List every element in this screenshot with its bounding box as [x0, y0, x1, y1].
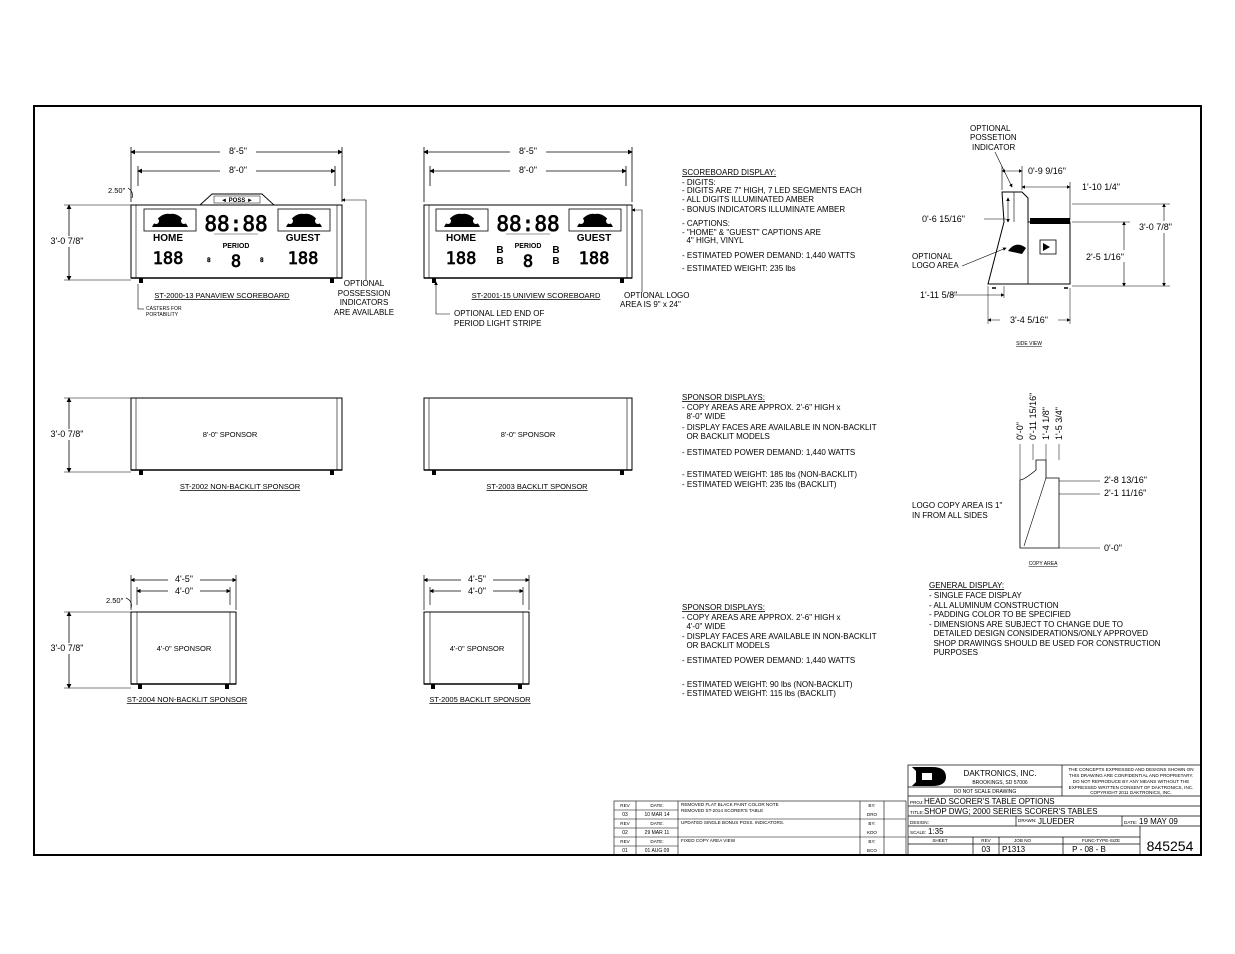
- drawn-by: JLUEDER: [1038, 817, 1075, 826]
- uniview-home-caption: HOME: [446, 233, 476, 244]
- side-dim-5: 2'-5 1/16": [1086, 252, 1124, 262]
- rev-desc: UPDATED SINGLE BONUS POSS. INDICATORS.: [681, 820, 785, 825]
- uniview-guest-caption: GUEST: [576, 233, 612, 244]
- casters-note-1: CASTERS FOR: [146, 306, 182, 312]
- func-label: FUNC-TYPE-SIZE: [1081, 838, 1121, 843]
- sponsor4-note-line: - ESTIMATED WEIGHT: 90 lbs (NON-BACKLIT): [682, 680, 853, 689]
- side-dim-7: 3'-4 5/16": [1010, 315, 1048, 325]
- st2002-label: 8'-0" SPONSOR: [202, 430, 258, 439]
- scoreboard-note-line: - ALL DIGITS ILLUMINATED AMBER: [682, 195, 815, 204]
- copy-area-caption: COPY AREA: [1028, 561, 1058, 567]
- rev-date-label: DATE:: [650, 821, 664, 826]
- sponsor8-note-line: - ESTIMATED POWER DEMAND: 1,440 WATTS: [682, 448, 856, 457]
- scoreboard-note-line: - CAPTIONS:: [682, 219, 731, 228]
- sponsor8-note-line: - COPY AREAS ARE APPROX. 2'-6" HIGH x: [682, 403, 841, 412]
- uniview-dim-overall: 8'-5": [519, 146, 537, 156]
- side-dim-3: 0'-6 15/16": [922, 214, 965, 224]
- rev-label: REV: [620, 803, 630, 808]
- legal-line: DO NOT REPRODUCE BY ANY MEANS WITHOUT THE: [1072, 779, 1190, 784]
- uniview-bonus-home-1: B: [496, 245, 504, 256]
- rev-by-label: BY:: [868, 839, 876, 844]
- uniview-home-score: 188: [445, 249, 477, 269]
- sponsor4-backlit-dim-overall: 4'-5": [468, 574, 486, 584]
- copy-area-profile: [1020, 460, 1059, 548]
- rev-by: BCO: [867, 848, 877, 853]
- job-label: JOB NO: [1014, 838, 1032, 843]
- copy-area-note-1: LOGO COPY AREA IS 1": [912, 501, 1003, 510]
- sponsor4-note-line: - ESTIMATED WEIGHT: 115 lbs (BACKLIT): [682, 689, 836, 698]
- scoreboard-note-line: - BONUS INDICATORS ILLUMINATE AMBER: [682, 205, 846, 214]
- sheet-label: SHEET: [932, 838, 948, 843]
- panaview-home-caption: HOME: [153, 233, 183, 244]
- general-note-line: PURPOSES: [929, 648, 978, 657]
- sponsor-8-views: [40, 398, 632, 491]
- panaview-home-score: 188: [152, 249, 184, 269]
- poss-note-4: ARE AVAILABLE: [333, 308, 395, 317]
- rev-by: DRO: [866, 812, 878, 817]
- design-label: DESIGN:: [910, 820, 929, 825]
- rev-desc: REMOVED ST-2014 SCORER'S TABLE: [681, 808, 764, 813]
- general-notes: [929, 581, 1161, 657]
- side-poss-note-3: INDICATOR: [972, 143, 1016, 152]
- copy-dim-h2: 2'-1 11/16": [1104, 488, 1147, 498]
- scale-label: SCALE:: [910, 830, 927, 835]
- drawing-number: 845254: [1146, 838, 1194, 854]
- scoreboard-note-line: - DIGITS ARE 7" HIGH, 7 LED SEGMENTS EACH: [682, 186, 862, 195]
- job-number: P1313: [1002, 845, 1026, 854]
- led-stripe-note-1: OPTIONAL LED END OF: [454, 309, 545, 318]
- sponsor4-dim-top: 2.50": [106, 596, 124, 605]
- led-stripe-note-2: PERIOD LIGHT STRIPE: [454, 319, 542, 328]
- sponsor4-note-line: - ESTIMATED POWER DEMAND: 1,440 WATTS: [682, 656, 856, 665]
- drawing-title: SHOP DWG; 2000 SERIES SCORER'S TABLES: [924, 807, 1098, 816]
- panaview-period-caption: PERIOD: [222, 243, 250, 250]
- sponsor-8-notes: [682, 393, 877, 489]
- scoreboard-note-line: - ESTIMATED WEIGHT: 235 lbs: [682, 264, 796, 273]
- rev-label: REV: [620, 839, 630, 844]
- general-note-line: - SINGLE FACE DISPLAY: [929, 591, 1022, 600]
- title-label: TITLE:: [910, 810, 924, 815]
- general-note-line: - PADDING COLOR TO BE SPECIFIED: [929, 610, 1071, 619]
- general-note-line: DETAILED DESIGN CONSIDERATIONS/ONLY APPROVED: [929, 629, 1149, 638]
- drawing-scale: 1:35: [928, 827, 944, 836]
- panaview-dim-overall: 8'-5": [229, 146, 247, 156]
- panaview-period-digit: 8: [230, 252, 242, 272]
- rev-col-label: REV: [981, 838, 991, 843]
- side-dim-6: 1'-11 5/8": [920, 290, 958, 300]
- rev-date-label: DATE:: [650, 839, 664, 844]
- sponsor-4-notes: [682, 603, 877, 698]
- casters-note-2: PORTABILITY: [146, 312, 179, 318]
- side-dim-1: 0'-9 9/16": [1028, 166, 1066, 176]
- sponsor8-note-line: OR BACKLIT MODELS: [682, 432, 770, 441]
- uniview-bonus-guest-2: B: [552, 256, 560, 267]
- sponsor4-dim-overall: 4'-5": [175, 574, 193, 584]
- side-view: [912, 124, 1190, 347]
- scoreboard-note-line: - "HOME" & "GUEST" CAPTIONS ARE: [682, 228, 821, 237]
- copy-area-note-2: IN FROM ALL SIDES: [912, 511, 988, 520]
- st2004-label: 4'-0" SPONSOR: [156, 644, 212, 653]
- general-note-line: - ALL ALUMINUM CONSTRUCTION: [929, 601, 1059, 610]
- copy-dim-v1: 0'-0": [1015, 422, 1025, 440]
- uniview-bonus-home-2: B: [496, 256, 504, 267]
- proj-label: PROJ:: [910, 800, 924, 805]
- panaview-dim-top: 2.50": [108, 186, 126, 195]
- st2004-caption: ST-2004 NON-BACKLIT SPONSOR: [126, 695, 248, 704]
- st2003-caption: ST-2003 BACKLIT SPONSOR: [486, 482, 588, 491]
- sponsor4-backlit-dim-face: 4'-0": [468, 586, 486, 596]
- side-poss-note-1: OPTIONAL: [970, 124, 1011, 133]
- sponsor4-dim-face: 4'-0": [175, 586, 193, 596]
- uniview-guest-score: 188: [578, 249, 610, 269]
- general-note-line: - DIMENSIONS ARE SUBJECT TO CHANGE DUE TO: [929, 620, 1123, 629]
- side-logo-note-1: OPTIONAL: [912, 252, 953, 261]
- svg-text:8: 8: [207, 257, 211, 264]
- drawing-date: 19 MAY 09: [1139, 817, 1178, 826]
- daktronics-logo: [912, 767, 946, 786]
- legal-line: EXPRESSED WRITTEN CONSENT OF DAKTRONICS, INC.: [1068, 785, 1194, 790]
- poss-note-2: POSSESSION: [337, 289, 391, 298]
- side-dim-2: 1'-10 1/4": [1082, 182, 1120, 192]
- sponsor4-note-line: - DISPLAY FACES ARE AVAILABLE IN NON-BACKLIT: [682, 632, 877, 641]
- sponsor8-note-line: - ESTIMATED WEIGHT: 185 lbs (NON-BACKLIT): [682, 470, 857, 479]
- general-notes-title: GENERAL DISPLAY:: [929, 581, 1005, 590]
- company-city: BROOKINGS, SD 57006: [972, 780, 1028, 786]
- panaview-dim-height: 3'-0 7/8": [50, 236, 84, 246]
- side-logo-note-2: LOGO AREA: [912, 261, 959, 270]
- copy-dim-h1: 2'-8 13/16": [1104, 475, 1147, 485]
- rev-date: 10 MAR 14: [644, 812, 670, 818]
- uniview-dim-face: 8'-0": [519, 165, 537, 175]
- scoreboard-notes-title: SCOREBOARD DISPLAY:: [682, 168, 777, 177]
- scoreboard-note-line: - ESTIMATED POWER DEMAND: 1,440 WATTS: [682, 251, 856, 260]
- logo-area-note-1: OPTIONAL LOGO: [624, 291, 690, 300]
- panaview-caption: ST-2000-13 PANAVIEW SCOREBOARD: [154, 291, 290, 300]
- poss-indicator-label: ◄ POSS ►: [221, 198, 253, 204]
- sponsor8-notes-title: SPONSOR DISPLAYS:: [682, 393, 765, 402]
- company-name: DAKTRONICS, INC.: [963, 769, 1037, 778]
- copy-dim-v2: 0'-11 15/16": [1028, 392, 1038, 440]
- st2002-caption: ST-2002 NON-BACKLIT SPONSOR: [179, 482, 301, 491]
- sponsor8-dim-height: 3'-0 7/8": [50, 429, 84, 439]
- uniview-clock: 88:88: [496, 212, 560, 236]
- panaview-guest-caption: GUEST: [285, 233, 321, 244]
- sponsor-4-views: [40, 574, 531, 704]
- uniview-caption: ST-2001-15 UNIVIEW SCOREBOARD: [471, 291, 601, 300]
- svg-text:8: 8: [260, 257, 264, 264]
- side-view-caption: SIDE VIEW: [1016, 341, 1042, 347]
- st2005-caption: ST-2005 BACKLIT SPONSOR: [429, 695, 531, 704]
- rev-number: 03: [622, 812, 628, 818]
- panaview-guest-score: 188: [287, 249, 319, 269]
- copy-dim-v3: 1'-4 1/8": [1041, 407, 1051, 440]
- rev-desc: REMOVED FLAT BLACK PAINT COLOR NOTE: [681, 802, 779, 807]
- poss-note-1: OPTIONAL: [343, 279, 385, 288]
- copy-area-view: [912, 393, 1147, 567]
- st2005-label: 4'-0" SPONSOR: [449, 644, 505, 653]
- sponsor4-notes-title: SPONSOR DISPLAYS:: [682, 603, 765, 612]
- sheet-rev: 03: [981, 845, 991, 854]
- general-note-line: SHOP DRAWINGS SHOULD BE USED FOR CONSTRUCTION: [929, 639, 1161, 648]
- panaview-clock: 88:88: [204, 212, 268, 236]
- side-poss-note-2: POSSETION: [970, 133, 1017, 142]
- sponsor4-note-line: - COPY AREAS ARE APPROX. 2'-6" HIGH x: [682, 613, 841, 622]
- scoreboard-notes: [682, 168, 862, 273]
- rev-date-label: DATE:: [650, 803, 664, 808]
- sponsor8-note-line: - ESTIMATED WEIGHT: 235 lbs (BACKLIT): [682, 480, 837, 489]
- rev-date: 29 MAR 11: [644, 830, 670, 836]
- uniview-scoreboard-view: [424, 146, 690, 328]
- sponsor4-dim-height: 3'-0 7/8": [50, 643, 84, 653]
- rev-by: KDO: [867, 830, 877, 835]
- legal-line: COPYRIGHT 2011 DAKTRONICS, INC.: [1090, 790, 1172, 795]
- logo-area-note-2: AREA IS 9" x 24": [620, 300, 681, 309]
- copy-dim-v4: 1'-5 3/4": [1054, 407, 1064, 440]
- do-not-scale: DO NOT SCALE DRAWING: [953, 789, 1017, 795]
- uniview-bonus-guest-1: B: [552, 245, 560, 256]
- scoreboard-note-line: 4" HIGH, VINYL: [682, 236, 744, 245]
- st2003-label: 8'-0" SPONSOR: [500, 430, 556, 439]
- uniview-period-caption: PERIOD: [514, 243, 542, 250]
- panaview-dim-face: 8'-0": [229, 165, 247, 175]
- sponsor4-note-line: 4'-0" WIDE: [682, 622, 726, 631]
- rev-number: 02: [622, 830, 628, 836]
- poss-note-3: INDICATORS: [339, 298, 389, 307]
- sponsor8-note-line: 8'-0" WIDE: [682, 412, 726, 421]
- rev-number: 01: [622, 848, 628, 854]
- legal-line: THE CONCEPTS EXPRESSED AND DESIGNS SHOWN ON: [1068, 767, 1194, 772]
- drawn-label: DRAWN:: [1018, 818, 1037, 823]
- side-profile: [988, 192, 1070, 284]
- legal-line: THIS DRAWING ARE CONFIDENTIAL AND PROPRIETARY.: [1068, 773, 1194, 778]
- sponsor4-note-line: OR BACKLIT MODELS: [682, 641, 770, 650]
- rev-date: 01 AUG 09: [644, 848, 670, 854]
- copy-dim-h3: 0'-0": [1104, 543, 1122, 553]
- sponsor8-note-line: - DISPLAY FACES ARE AVAILABLE IN NON-BACKLIT: [682, 423, 877, 432]
- scoreboard-note-line: - DIGITS:: [682, 178, 716, 187]
- panaview-scoreboard-view: [40, 146, 394, 318]
- side-dim-4: 3'-0 7/8": [1139, 222, 1172, 232]
- rev-by-label: BY:: [868, 821, 876, 826]
- project-name: HEAD SCORER'S TABLE OPTIONS: [924, 797, 1055, 806]
- date-label: DATE:: [1124, 820, 1138, 825]
- uniview-period-digit: 8: [522, 252, 534, 272]
- rev-by-label: BY:: [868, 803, 876, 808]
- func-code: P - 08 - B: [1072, 845, 1106, 854]
- rev-desc: FIXED COPY AREA VIEW: [681, 838, 736, 843]
- rev-label: REV: [620, 821, 630, 826]
